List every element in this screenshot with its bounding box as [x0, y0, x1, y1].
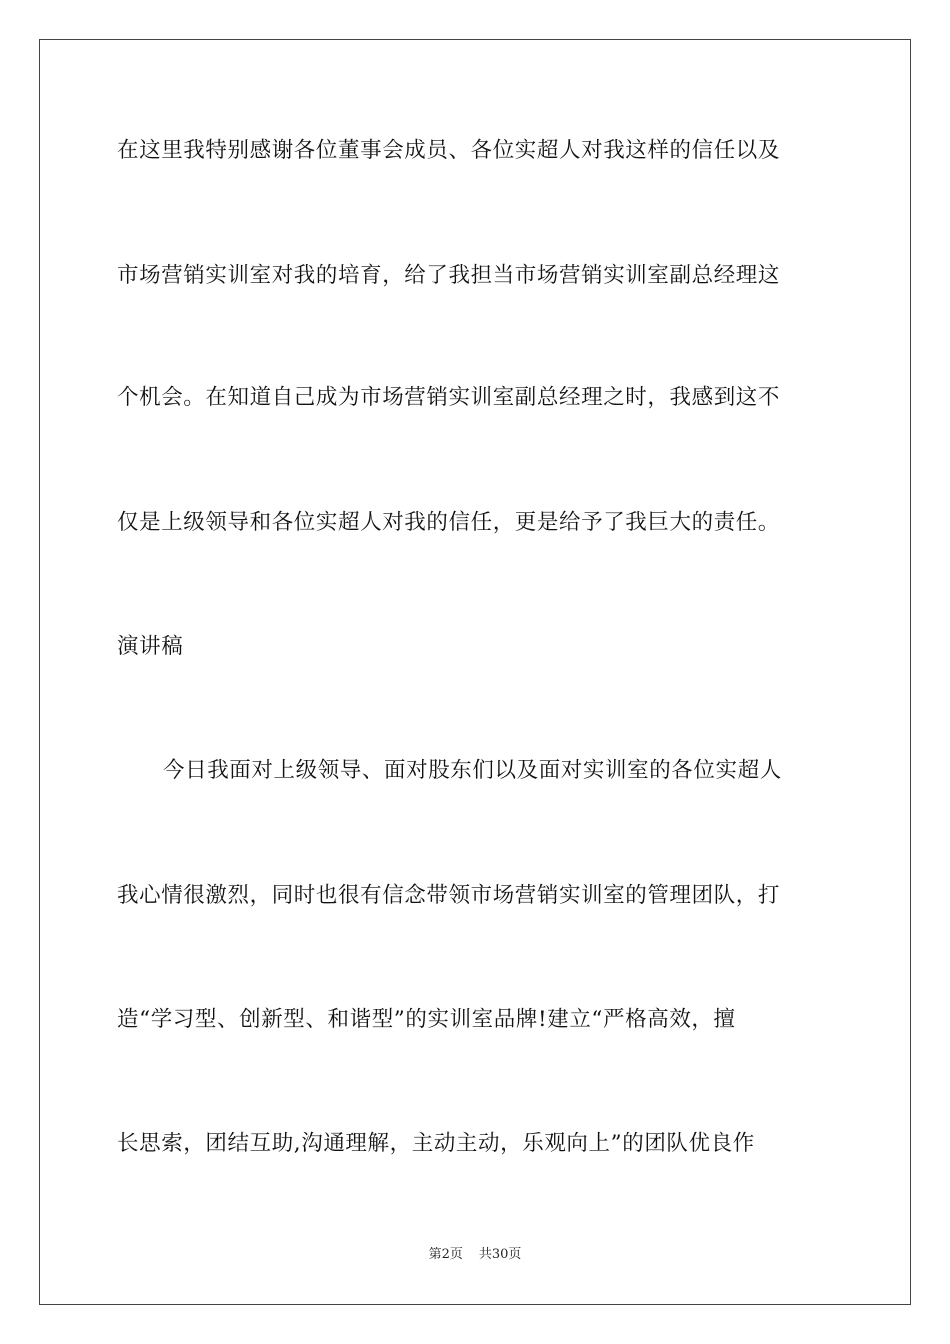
body-line-7: 我心情很激烈，同时也很有信念带领市场营销实训室的管理团队，打 [117, 883, 781, 908]
body-line-9: 长思索，团结互助,沟通理解，主动主动，乐观向上”的团队优良作 [117, 1131, 755, 1156]
page-total: 共30页 [478, 1247, 522, 1262]
page-frame [39, 39, 911, 1305]
body-line-1: 在这里我特别感谢各位董事会成员、各位实超人对我这样的信任以及 [117, 138, 781, 163]
body-line-4: 仅是上级领导和各位实超人对我的信任，更是给予了我巨大的责任。 [117, 510, 781, 535]
body-line-8: 造“学习型、创新型、和谐型”的实训室品牌!建立“严格高效，擅 [117, 1007, 736, 1032]
page-number: 第2页 [428, 1247, 463, 1262]
body-line-6: 今日我面对上级领导、面对股东们以及面对实训室的各位实超人 [163, 758, 782, 783]
body-line-3: 个机会。在知道自己成为市场营销实训室副总经理之时，我感到这不 [117, 385, 781, 410]
page-footer [0, 1246, 950, 1264]
section-heading: 演讲稿 [117, 634, 184, 659]
body-line-2: 市场营销实训室对我的培育，给了我担当市场营销实训室副总经理这 [117, 263, 781, 288]
